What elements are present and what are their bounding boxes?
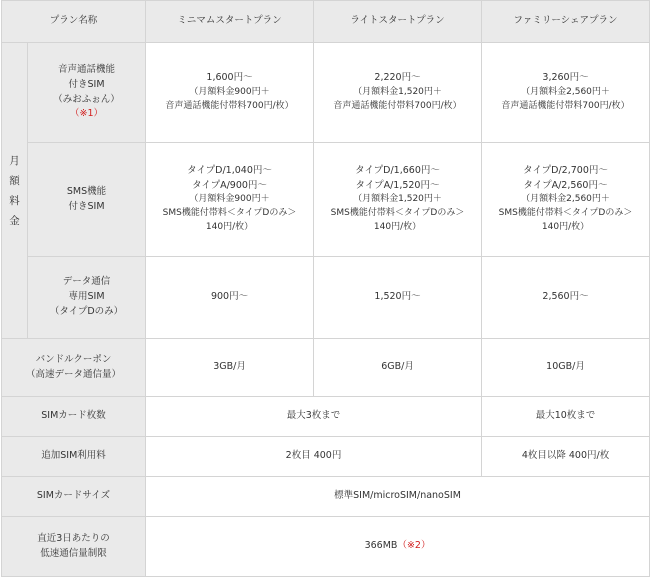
speed-limit-label: 直近3日あたりの 低速通信量制限: [2, 517, 146, 577]
header-row: [2, 1, 650, 43]
speed-limit-row: [2, 517, 650, 577]
plan-name-header: プラン名称: [2, 1, 146, 43]
extra-sim-minimum-light: 2枚目 400円: [146, 437, 482, 477]
extra-sim-row: [2, 437, 650, 477]
data-sim-minimum: 900円～: [146, 257, 314, 339]
bundle-family: 10GB/月: [482, 339, 650, 397]
plan-header-minimum: ミニマムスタートプラン: [146, 1, 314, 43]
sms-sim-light: タイプD/1,660円～ タイプA/1,520円～ （月額料金1,520円＋ SMS機能付帯料＜タイプDのみ＞ 140円/枚）: [314, 143, 482, 257]
plan-comparison-table: [1, 0, 650, 577]
sms-sim-label: SMS機能 付きSIM: [28, 143, 146, 257]
sms-sim-minimum: タイプD/1,040円～ タイプA/900円～ （月額料金900円＋ SMS機能付帯料＜タイプDのみ＞ 140円/枚）: [146, 143, 314, 257]
voice-sim-row: [2, 43, 650, 143]
extra-sim-family: 4枚目以降 400円/枚: [482, 437, 650, 477]
sim-count-label: SIMカード枚数: [2, 397, 146, 437]
extra-sim-label: 追加SIM利用料: [2, 437, 146, 477]
bundle-coupon-label: バンドルクーポン （高速データ通信量）: [2, 339, 146, 397]
bundle-coupon-row: [2, 339, 650, 397]
data-sim-light: 1,520円～: [314, 257, 482, 339]
voice-sim-light: 2,220円～ （月額料金1,520円＋ 音声通話機能付帯料700円/枚）: [314, 43, 482, 143]
sim-size-label: SIMカードサイズ: [2, 477, 146, 517]
sim-count-minimum-light: 最大3枚まで: [146, 397, 482, 437]
bundle-minimum: 3GB/月: [146, 339, 314, 397]
sms-sim-family: タイプD/2,700円～ タイプA/2,560円～ （月額料金2,560円＋ SMS機能付帯料＜タイプDのみ＞ 140円/枚）: [482, 143, 650, 257]
sms-sim-row: [2, 143, 650, 257]
bundle-light: 6GB/月: [314, 339, 482, 397]
speed-limit-value: 366MB（※2）: [146, 517, 650, 577]
sim-size-row: [2, 477, 650, 517]
sim-size-value: 標準SIM/microSIM/nanoSIM: [146, 477, 650, 517]
plan-header-light: ライトスタートプラン: [314, 1, 482, 43]
plan-header-family: ファミリーシェアプラン: [482, 1, 650, 43]
monthly-fee-label: 月 額 料 金: [2, 43, 28, 339]
voice-sim-family: 3,260円～ （月額料金2,560円＋ 音声通話機能付帯料700円/枚）: [482, 43, 650, 143]
data-sim-family: 2,560円～: [482, 257, 650, 339]
sim-count-row: [2, 397, 650, 437]
data-sim-label: データ通信 専用SIM （タイプDのみ）: [28, 257, 146, 339]
voice-sim-minimum: 1,600円～ （月額料金900円＋ 音声通話機能付帯料700円/枚）: [146, 43, 314, 143]
note-2: （※2）: [397, 540, 431, 552]
voice-sim-label: 音声通話機能 付きSIM （みおふぉん） （※1）: [28, 43, 146, 143]
note-1: （※1）: [70, 108, 104, 120]
sim-count-family: 最大10枚まで: [482, 397, 650, 437]
data-sim-row: [2, 257, 650, 339]
